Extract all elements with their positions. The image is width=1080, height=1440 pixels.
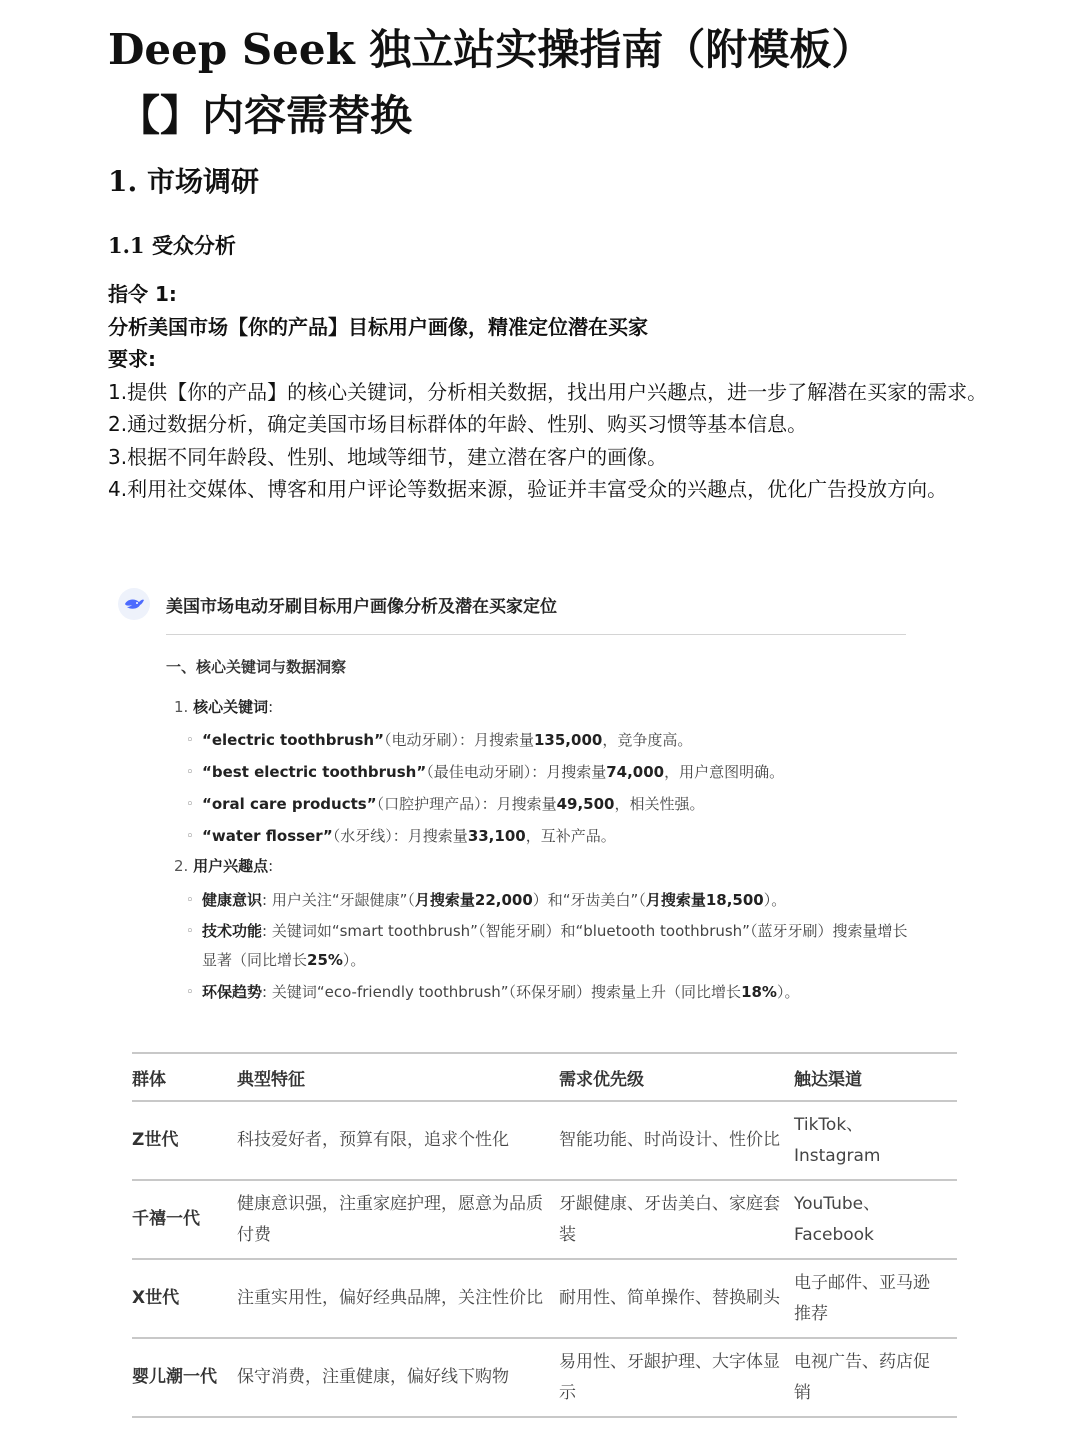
column-header: 群体 bbox=[132, 1053, 237, 1101]
divider bbox=[166, 634, 906, 635]
table-cell: YouTube、Facebook bbox=[794, 1180, 957, 1259]
table-cell: 健康意识强，注重家庭护理，愿意为品质付费 bbox=[237, 1180, 559, 1259]
list-item: ◦ “water flosser”（水牙线）：月搜索量33,100，互补产品。 bbox=[202, 822, 922, 851]
ordered-item-interests bbox=[174, 855, 273, 876]
table-cell: 保守消费，注重健康，偏好线下购物 bbox=[237, 1338, 559, 1417]
table-row bbox=[132, 1101, 957, 1180]
requirement-item: 1.提供【你的产品】的核心关键词，分析相关数据，找出用户兴趣点，进一步了解潜在买家的需求。 bbox=[108, 379, 988, 404]
table-header-row bbox=[132, 1053, 957, 1101]
list-item: ◦ “oral care products”（口腔护理产品）：月搜索量49,500，相关性强。 bbox=[202, 790, 922, 819]
bullet-icon: ◦ bbox=[186, 733, 194, 748]
group-cell: Z世代 bbox=[132, 1101, 237, 1180]
bullet-icon: ◦ bbox=[186, 893, 194, 908]
table-row bbox=[132, 1180, 957, 1259]
answer-title: 美国市场电动牙刷目标用户画像分析及潜在买家定位 bbox=[166, 596, 557, 617]
whale-logo-icon bbox=[118, 588, 150, 620]
bullet-icon: ◦ bbox=[186, 924, 194, 939]
table-cell: 电视广告、药店促销 bbox=[794, 1338, 957, 1417]
group-cell: 千禧一代 bbox=[132, 1180, 237, 1259]
table-cell: 易用性、牙龈护理、大字体显示 bbox=[559, 1338, 794, 1417]
instruction-task: 分析美国市场【你的产品】目标用户画像，精准定位潜在买家 bbox=[108, 314, 648, 339]
table-cell: TikTok、Instagram bbox=[794, 1101, 957, 1180]
instruction-block bbox=[108, 278, 988, 506]
table-cell: 电子邮件、亚马逊推荐 bbox=[794, 1259, 957, 1338]
table-cell: 智能功能、时尚设计、性价比 bbox=[559, 1101, 794, 1180]
list-colon: : bbox=[268, 857, 274, 875]
list-item: ◦ 健康意识: 用户关注“牙龈健康”（月搜索量22,000）和“牙齿美白”（月搜索量18,500）。 bbox=[202, 886, 922, 915]
column-header: 需求优先级 bbox=[559, 1053, 794, 1101]
list-item: ◦ 技术功能: 关键词如“smart toothbrush”（智能牙刷）和“bluetooth toothbrush”（蓝牙牙刷）搜索量增长显著（同比增长25%）。 bbox=[202, 917, 922, 975]
requirement-item: 2.通过数据分析，确定美国市场目标群体的年龄、性别、购买习惯等基本信息。 bbox=[108, 412, 808, 436]
table-cell: 科技爱好者，预算有限，追求个性化 bbox=[237, 1101, 559, 1180]
page-subtitle: 【】内容需替换 bbox=[118, 91, 413, 140]
list-colon: : bbox=[268, 698, 274, 716]
subsection-heading: 1.1 受众分析 bbox=[108, 233, 236, 258]
requirement-item: 3.根据不同年龄段、性别、地域等细节，建立潜在客户的画像。 bbox=[108, 444, 668, 469]
answer-header bbox=[118, 588, 557, 620]
audience-table bbox=[132, 1052, 957, 1418]
table-cell: 牙龈健康、牙齿美白、家庭套装 bbox=[559, 1180, 794, 1259]
list-item: ◦ 环保趋势: 关键词“eco-friendly toothbrush”（环保牙刷）搜索量上升（同比增长18%）。 bbox=[202, 978, 922, 1007]
bullet-icon: ◦ bbox=[186, 797, 194, 812]
group-cell: 婴儿潮一代 bbox=[132, 1338, 237, 1417]
requirement-item: 4.利用社交媒体、博客和用户评论等数据来源，验证并丰富受众的兴趣点，优化广告投放方向。 bbox=[108, 477, 948, 501]
bullet-icon: ◦ bbox=[186, 985, 194, 1000]
section-heading: 1. 市场调研 bbox=[108, 165, 259, 198]
requirements-label: 要求: bbox=[108, 347, 156, 371]
table-cell: 注重实用性，偏好经典品牌，关注性价比 bbox=[237, 1259, 559, 1338]
ordered-item-keywords bbox=[174, 696, 273, 717]
group-cell: X世代 bbox=[132, 1259, 237, 1338]
answer-section-heading: 一、核心关键词与数据洞察 bbox=[166, 658, 347, 676]
instruction-label: 指令 1: bbox=[108, 282, 177, 306]
column-header: 典型特征 bbox=[237, 1053, 559, 1101]
page-title: Deep Seek 独立站实操指南（附模板） bbox=[108, 25, 874, 74]
table-row bbox=[132, 1338, 957, 1417]
table-row bbox=[132, 1259, 957, 1338]
column-header: 触达渠道 bbox=[794, 1053, 957, 1101]
table-cell: 耐用性、简单操作、替换刷头 bbox=[559, 1259, 794, 1338]
list-label: 核心关键词 bbox=[193, 698, 269, 716]
list-label: 用户兴趣点 bbox=[193, 857, 269, 875]
list-number: 1. bbox=[174, 698, 189, 716]
list-item: ◦ “electric toothbrush”（电动牙刷）：月搜索量135,000，竞争度高。 bbox=[202, 726, 922, 755]
list-number: 2. bbox=[174, 857, 189, 875]
list-item: ◦ “best electric toothbrush”（最佳电动牙刷）：月搜索量74,000，用户意图明确。 bbox=[202, 758, 922, 787]
bullet-icon: ◦ bbox=[186, 829, 194, 844]
bullet-icon: ◦ bbox=[186, 765, 194, 780]
